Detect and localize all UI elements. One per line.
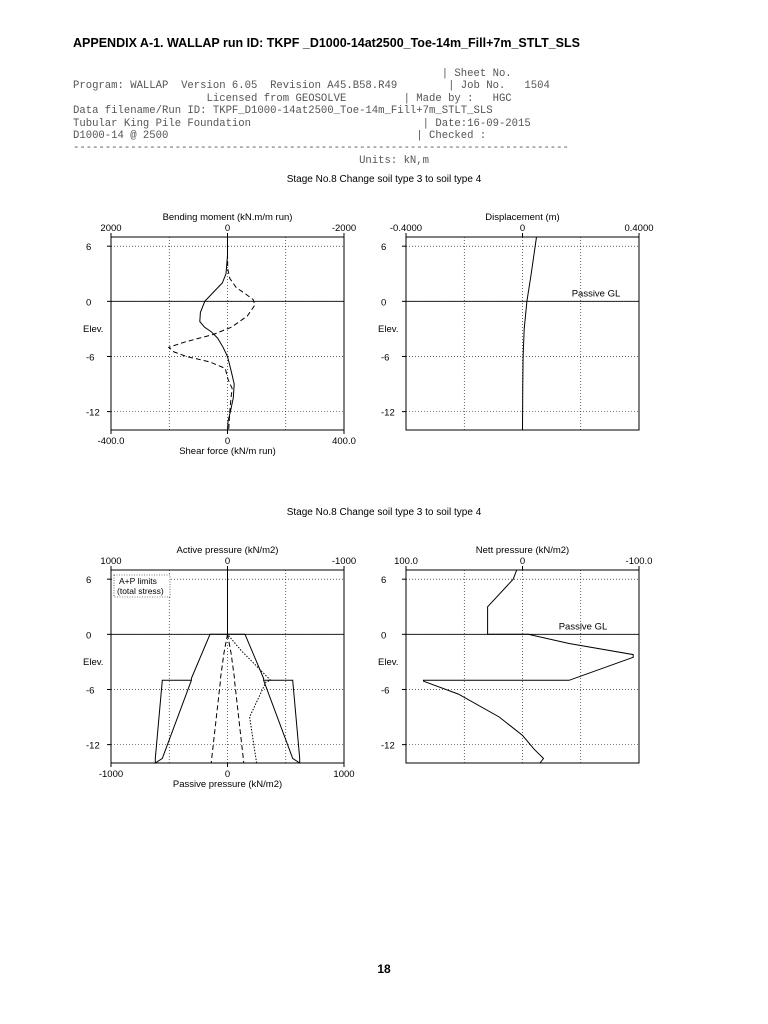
y-tick-label: -12 (86, 407, 100, 419)
top-tick-label: -100.0 (625, 556, 653, 567)
passive-pressure-title: Passive pressure (kN/m2) (172, 779, 283, 790)
y-tick-label: 0 (86, 297, 92, 309)
displacement-title: Displacement (m) (485, 212, 560, 223)
earth-pressure-dashed-line (228, 570, 244, 763)
header-line: | Sheet No. (73, 68, 512, 80)
legend-text: (total stress) (117, 586, 164, 596)
bottom-tick-label: 0 (224, 436, 231, 447)
bottom-tick-label: -1000 (98, 769, 124, 780)
units-line: Units: kN,m (73, 155, 430, 167)
top-tick-label: -0.4000 (389, 223, 423, 234)
elev-axis-label: Elev. (83, 656, 104, 668)
pressure-envelope-line (228, 570, 300, 763)
top-tick-label: 1000 (100, 556, 122, 567)
shear-force-title: Shear force (kN/m run) (179, 446, 276, 457)
nett-pressure-title: Nett pressure (kN/m2) (475, 545, 570, 556)
stage-label: Stage No.8 Change soil type 3 to soil type 4 (286, 507, 482, 518)
elev-axis-label: Elev. (83, 323, 104, 335)
top-tick-label: 0 (224, 556, 231, 567)
y-tick-label: 6 (86, 575, 92, 587)
y-tick-label: -6 (381, 685, 390, 697)
displacement-line (523, 237, 537, 430)
earth-pressure-dashed-line (211, 570, 227, 763)
y-tick-label: -6 (86, 352, 95, 364)
y-tick-label: -12 (86, 740, 100, 752)
y-tick-label: -6 (86, 685, 95, 697)
bottom-tick-label: -400.0 (97, 436, 125, 447)
stage-label: Stage No.8 Change soil type 3 to soil type 4 (286, 174, 482, 185)
bending-moment-line (169, 237, 255, 430)
ap-limits-line (228, 570, 271, 763)
active-pressure-title: Active pressure (kN/m2) (176, 545, 279, 556)
bottom-tick-label: 1000 (333, 769, 355, 780)
top-tick-label: 0 (519, 556, 526, 567)
top-tick-label: 0 (224, 223, 231, 234)
shear-force-line (200, 237, 234, 430)
legend-text: A+P limits (119, 576, 157, 586)
header-line: Tubular King Pile Foundation | Date:16-09-2015 (73, 118, 531, 130)
nett-pressure-line (424, 570, 634, 763)
header-line: Licensed from GEOSOLVE | Made by : HGC (73, 93, 512, 105)
top-tick-label: 0.4000 (624, 223, 654, 234)
header-line: Data filename/Run ID: TKPF_D1000-14at2500_Toe-14m_Fill+7m_STLT_SLS (73, 105, 493, 117)
bottom-tick-label: 400.0 (332, 436, 356, 447)
y-tick-label: -6 (381, 352, 390, 364)
header-line: D1000-14 @ 2500 | Checked : (73, 130, 487, 142)
header-line: Program: WALLAP Version 6.05 Revision A45.B58.R49 | Job No. 1504 (73, 80, 550, 92)
y-tick-label: 6 (86, 242, 92, 254)
y-tick-label: 6 (381, 575, 387, 587)
y-tick-label: -12 (381, 740, 395, 752)
passive-gl-label: Passive GL (571, 288, 621, 300)
elev-axis-label: Elev. (378, 323, 399, 335)
header-divider: ------------------------------------------------------------------------------ (73, 142, 569, 154)
y-tick-label: -12 (381, 407, 395, 419)
y-tick-label: 6 (381, 242, 387, 254)
top-tick-label: 100.0 (394, 556, 418, 567)
elev-axis-label: Elev. (378, 656, 399, 668)
appendix-title: APPENDIX A-1. WALLAP run ID: TKPF _D1000-14at2500_Toe-14m_Fill+7m_STLT_SLS (73, 36, 580, 50)
top-tick-label: -2000 (331, 223, 357, 234)
y-tick-label: 0 (381, 630, 387, 642)
passive-gl-label: Passive GL (558, 621, 608, 633)
bottom-tick-label: 0 (224, 769, 231, 780)
y-tick-label: 0 (381, 297, 387, 309)
page-number: 18 (377, 962, 391, 976)
bending-moment-title: Bending moment (kN.m/m run) (162, 212, 293, 223)
top-tick-label: 2000 (100, 223, 122, 234)
y-tick-label: 0 (86, 630, 92, 642)
pressure-envelope-line (155, 570, 227, 763)
top-tick-label: 0 (519, 223, 526, 234)
top-tick-label: -1000 (331, 556, 357, 567)
